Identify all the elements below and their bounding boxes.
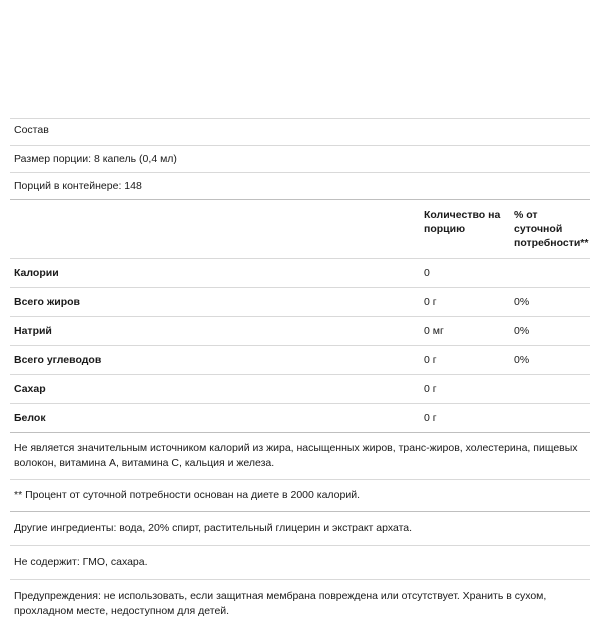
panel-title-row <box>10 119 590 145</box>
serving-size-label: Размер порции: 8 капель (0,4 мл) <box>14 153 177 165</box>
other-ingredients: Другие ингредиенты: вода, 20% спирт, растительный глицерин и экстракт архата. <box>14 522 413 534</box>
nutrient-amount: 0 г <box>424 412 437 424</box>
nutrient-name: Сахар <box>14 383 46 395</box>
serving-size-row <box>10 146 590 172</box>
header-amount-cell: Количество на порцию <box>424 209 501 235</box>
table-row <box>10 404 590 432</box>
nutrient-daily-value: 0% <box>514 325 530 337</box>
warnings-statement: Предупреждения: не использовать, если защитная мембрана повреждена или отсутствует. Хранить в сухом, прохладном месте, недоступном для детей. <box>14 590 547 617</box>
nutrient-name: Натрий <box>14 325 52 337</box>
note-daily-value-basis: ** Процент от суточной потребности основан на диете в 2000 калорий. <box>14 489 360 501</box>
nutrient-amount: 0 <box>424 267 430 279</box>
nutrient-daily-value: 0% <box>514 296 530 308</box>
nutrient-daily-value: 0% <box>514 354 530 366</box>
supplement-facts-panel <box>10 118 590 628</box>
header-daily-value-cell: % от суточной потребности** <box>514 209 589 249</box>
nutrient-name: Калории <box>14 267 59 279</box>
free-from-statement: Не содержит: ГМО, сахара. <box>14 556 148 568</box>
table-header-row <box>10 200 590 258</box>
servings-per-container-label: Порций в контейнере: 148 <box>14 180 142 192</box>
servings-per-container-row <box>10 173 590 199</box>
nutrient-amount: 0 г <box>424 296 437 308</box>
table-row <box>10 259 590 287</box>
nutrient-amount: 0 г <box>424 354 437 366</box>
nutrient-amount: 0 г <box>424 383 437 395</box>
nutrient-name: Всего углеводов <box>14 354 102 366</box>
table-row <box>10 375 590 403</box>
table-row <box>10 346 590 374</box>
panel-title: Состав <box>14 124 49 136</box>
note-not-significant-source: Не является значительным источником калорий из жира, насыщенных жиров, транс-жиров, холестерина, пищевых волокон, витамина A, витамина C, кальция и железа. <box>14 442 578 469</box>
nutrient-amount: 0 мг <box>424 325 444 337</box>
table-row <box>10 317 590 345</box>
table-row <box>10 288 590 316</box>
nutrient-name: Белок <box>14 412 46 424</box>
nutrient-name: Всего жиров <box>14 296 81 308</box>
